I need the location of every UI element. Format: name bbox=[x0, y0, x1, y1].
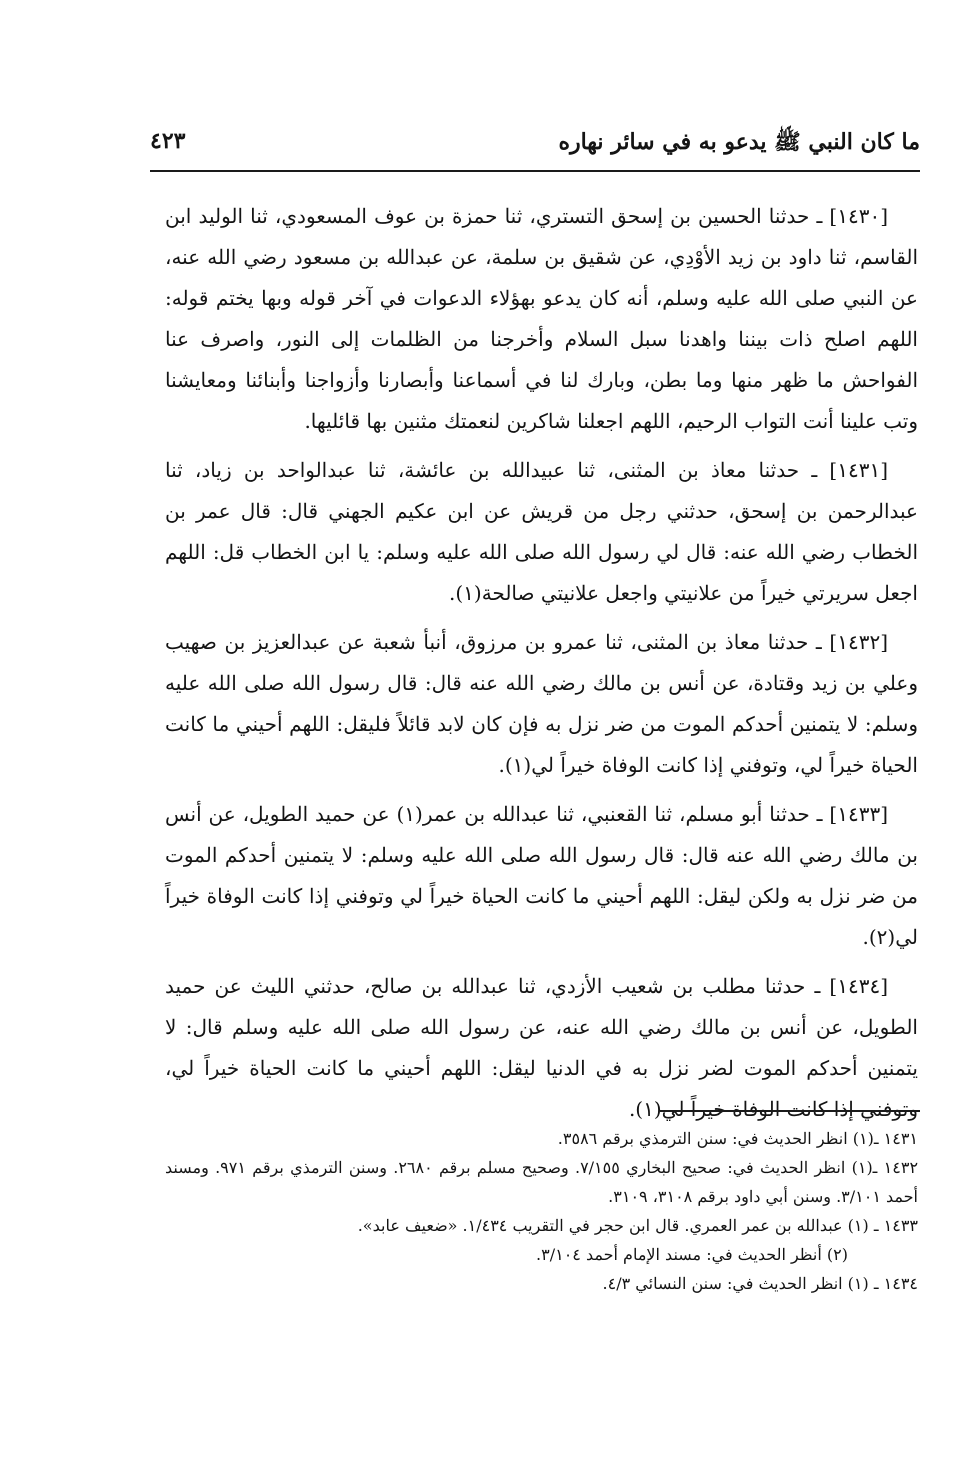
footnote-1432: ١٤٣٢ ـ(١) انظر الحديث في: صحيح البخاري ٧/١٥٥. وصحيح مسلم برقم ٢٦٨٠. وسنن الترمذي برقم ٩٧١. ومسند أحمد ٣/١٠١. وسنن أبي داود برقم ٣١٠٨، ٣١٠٩. bbox=[165, 1158, 919, 1206]
hadith-number: [١٤٣٤] bbox=[829, 974, 888, 998]
hadith-number: [١٤٣٢] bbox=[829, 630, 888, 654]
hadith-text: ـ حدثنا مطلب بن شعيب الأزدي، ثنا عبدالله بن صالح، حدثني الليث عن حميد الطويل، عن أنس بن مالك رضي الله عنه، عن رسول الله صلى الله عليه وسلم قال: لا يتمنين أحدكم الموت لضر نزل به في الدنيا ليقل: اللهم أحيني ما كانت الحياة خيراً لي، وتوفني إذا كانت الوفاة خيراً لي(١). bbox=[165, 974, 918, 1121]
header-divider bbox=[150, 170, 920, 172]
main-text bbox=[165, 196, 918, 1138]
footnote-1434: ١٤٣٤ ـ (١) انظر الحديث في: سنن النسائي ٤/٣. bbox=[602, 1274, 918, 1293]
hadith-paragraph-1434 bbox=[165, 966, 918, 1130]
page-number: ٤٢٣ bbox=[150, 128, 186, 154]
running-header bbox=[150, 128, 920, 168]
hadith-paragraph-1433 bbox=[165, 794, 918, 958]
hadith-paragraph-1432 bbox=[165, 622, 918, 786]
footnote-1431: ١٤٣١ ـ(١) انظر الحديث في: سنن الترمذي برقم ٣٥٨٦. bbox=[557, 1129, 918, 1148]
hadith-number: [١٤٣٣] bbox=[829, 802, 889, 826]
hadith-text: ـ حدثنا الحسين بن إسحق التستري، ثنا حمزة بن عوف المسعودي، ثنا الوليد ابن القاسم، ثنا داود بن زيد الأوْدِي، عن شقيق بن سلمة، عن عبدالله بن مسعود رضي الله عنه، عن النبي صلى الله عليه وسلم، أنه كان يدعو بهؤلاء الدعوات في آخر قوله وبها يختم قوله: اللهم اصلح ذات بيننا واهدنا سبل السلام وأخرجنا من الظلمات إلى النور، واصرف عنا الفواحش ما ظهر منها وما بطن، وبارك لنا في أسماعنا وأبصارنا وأزواجنا وأبنائنا ومعايشنا وتب علينا أنت التواب الرحيم، اللهم اجعلنا شاكرين لنعمتك مثنين بها قائليها. bbox=[165, 204, 918, 433]
footnotes bbox=[165, 1124, 918, 1298]
chapter-title: ما كان النبي ﷺ يدعو به في سائر نهاره bbox=[558, 129, 920, 155]
footnote-1433-1: ١٤٣٣ ـ (١) عبدالله بن عمر العمري. قال ابن حجر في التقريب ١/٤٣٤. «ضعيف عابد». bbox=[357, 1216, 918, 1235]
footnote-1433-2: (٢) أنظر الحديث في: مسند الإمام أحمد ٣/١٠٤. bbox=[536, 1245, 848, 1264]
hadith-text: ـ حدثنا معاذ بن المثنى، ثنا عبيدالله بن عائشة، ثنا عبدالواحد بن زياد، ثنا عبدالرحمن بن إسحق، حدثني رجل من قريش عن ابن عكيم الجهني قال: قال عمر بن الخطاب رضي الله عنه: قال لي رسول الله صلى الله عليه وسلم: يا ابن الخطاب قل: اللهم اجعل سريرتي خيراً من علانيتي واجعل علانيتي صالحة(١). bbox=[165, 458, 918, 605]
hadith-text: ـ حدثنا أبو مسلم، ثنا القعنبي، ثنا عبدالله بن عمر(١) عن حميد الطويل، عن أنس بن مالك رضي الله عنه قال: قال رسول الله صلى الله عليه وسلم: لا يتمنين أحدكم الموت من ضر نزل به ولكن ليقل: اللهم أحيني ما كانت الحياة خيراً لي وتوفني إذا كانت الوفاة خيراً لي(٢). bbox=[165, 802, 918, 949]
footnote-divider bbox=[660, 1110, 920, 1112]
hadith-text: ـ حدثنا معاذ بن المثنى، ثنا عمرو بن مرزوق، أنبأ شعبة عن عبدالعزيز بن صهيب وعلي بن زيد وقتادة، عن أنس بن مالك رضي الله عنه قال: قال رسول الله صلى الله عليه وسلم: لا يتمنين أحدكم الموت من ضر نزل به فإن كان لابد قائلاً فليقل: اللهم أحيني ما كانت الحياة خيراً لي، وتوفني إذا كانت الوفاة خيراً لي(١). bbox=[165, 630, 918, 777]
hadith-paragraph-1431 bbox=[165, 450, 918, 614]
hadith-number: [١٤٣٠] bbox=[829, 204, 888, 228]
hadith-number: [١٤٣١] bbox=[829, 458, 888, 482]
hadith-paragraph-1430 bbox=[165, 196, 918, 442]
